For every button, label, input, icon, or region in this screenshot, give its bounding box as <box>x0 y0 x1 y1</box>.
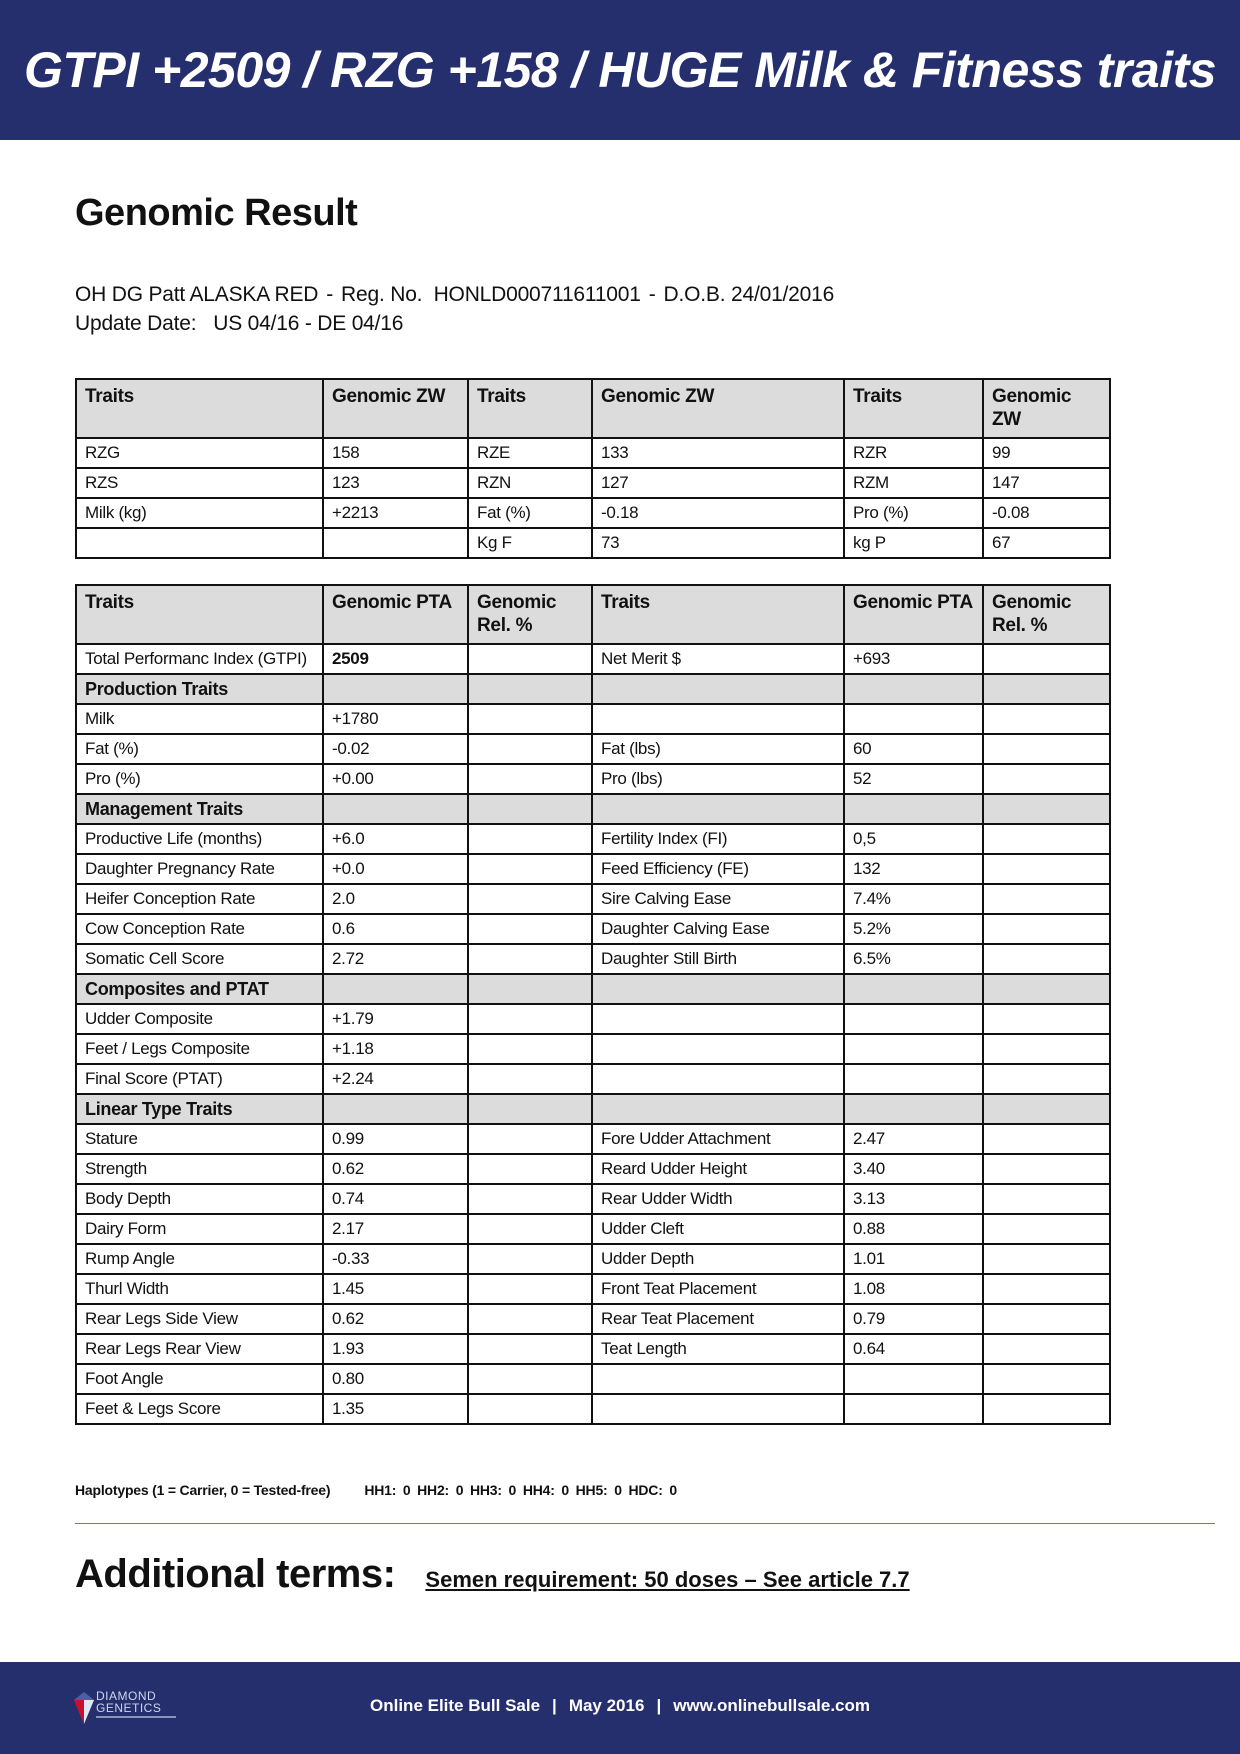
table-cell: RZG <box>76 438 323 468</box>
table-cell: 147 <box>983 468 1110 498</box>
table-cell: -0.02 <box>323 734 468 764</box>
table-row <box>76 1214 1110 1244</box>
table-cell: Front Teat Placement <box>592 1274 844 1304</box>
table-row <box>76 944 1110 974</box>
table-cell <box>592 1004 844 1034</box>
table-cell <box>323 974 468 1004</box>
logo-underline <box>96 1716 176 1718</box>
table-cell <box>844 674 983 704</box>
section-row <box>76 674 1110 704</box>
table-cell: Cow Conception Rate <box>76 914 323 944</box>
section-label: Management Traits <box>76 794 323 824</box>
dob-value: 24/01/2016 <box>731 283 835 306</box>
table-row <box>76 914 1110 944</box>
semen-requirement-link[interactable]: Semen requirement: 50 doses – See article 7.7 <box>425 1567 910 1592</box>
table-cell: +0.0 <box>323 854 468 884</box>
haplotypes-line <box>75 1482 677 1498</box>
additional-terms <box>75 1552 910 1597</box>
table-cell <box>592 1394 844 1424</box>
table-cell <box>468 914 592 944</box>
section-title: Genomic Result <box>75 192 358 234</box>
table-cell: +2.24 <box>323 1064 468 1094</box>
table-cell <box>468 824 592 854</box>
table-cell <box>592 974 844 1004</box>
table-cell: -0.18 <box>592 498 844 528</box>
animal-id-line: OH DG Patt ALASKA RED - Reg. No. HONLD000711611001 - D.O.B. 24/01/2016 <box>75 283 835 306</box>
table-row <box>76 1364 1110 1394</box>
table-cell <box>983 1394 1110 1424</box>
table-cell: +6.0 <box>323 824 468 854</box>
table-cell: Stature <box>76 1124 323 1154</box>
table-cell <box>468 1304 592 1334</box>
table-cell: Fat (lbs) <box>592 734 844 764</box>
dob-label: D.O.B. <box>663 283 726 306</box>
table-cell: Kg F <box>468 528 592 558</box>
section-row <box>76 974 1110 1004</box>
table-cell <box>983 794 1110 824</box>
table-cell: Pro (%) <box>844 498 983 528</box>
table-cell <box>983 884 1110 914</box>
table-cell <box>592 794 844 824</box>
update-line <box>75 309 834 338</box>
table-cell: Udder Depth <box>592 1244 844 1274</box>
table-cell <box>983 644 1110 674</box>
table-cell: Feet & Legs Score <box>76 1394 323 1424</box>
table-cell: Somatic Cell Score <box>76 944 323 974</box>
table-row <box>76 1274 1110 1304</box>
table-cell: 7.4% <box>844 884 983 914</box>
table-cell: Daughter Calving Ease <box>592 914 844 944</box>
table-cell <box>844 1364 983 1394</box>
table-cell <box>468 1034 592 1064</box>
column-header: Traits <box>468 379 592 438</box>
table-cell: 2509 <box>323 644 468 674</box>
table-cell <box>468 1124 592 1154</box>
table-cell: 6.5% <box>844 944 983 974</box>
column-header: Traits <box>76 379 323 438</box>
table-cell: Foot Angle <box>76 1364 323 1394</box>
logo-line-1: DIAMOND <box>96 1689 157 1703</box>
table-cell <box>76 528 323 558</box>
page-footer <box>0 1662 1240 1754</box>
table-row <box>76 704 1110 734</box>
table-cell: RZE <box>468 438 592 468</box>
table-cell: 2.47 <box>844 1124 983 1154</box>
table-cell: 99 <box>983 438 1110 468</box>
table-row <box>76 1334 1110 1364</box>
table-cell: Pro (%) <box>76 764 323 794</box>
table-cell: Pro (lbs) <box>592 764 844 794</box>
table-cell: Strength <box>76 1154 323 1184</box>
section-row <box>76 794 1110 824</box>
table-cell: 2.72 <box>323 944 468 974</box>
haplotypes-label: Haplotypes (1 = Carrier, 0 = Tested-free) <box>75 1482 331 1498</box>
table-cell: RZM <box>844 468 983 498</box>
table-cell: Heifer Conception Rate <box>76 884 323 914</box>
section-label: Linear Type Traits <box>76 1094 323 1124</box>
table-cell: Thurl Width <box>76 1274 323 1304</box>
table-cell: -0.08 <box>983 498 1110 528</box>
table-cell: 67 <box>983 528 1110 558</box>
table-cell: 0.79 <box>844 1304 983 1334</box>
table-cell: 2.17 <box>323 1214 468 1244</box>
section-label: Composites and PTAT <box>76 974 323 1004</box>
table-cell <box>468 1214 592 1244</box>
table-row <box>76 528 1110 558</box>
table-cell: Net Merit $ <box>592 644 844 674</box>
table-cell: Fat (%) <box>468 498 592 528</box>
column-header: Genomic ZW <box>323 379 468 438</box>
table-cell: +1.79 <box>323 1004 468 1034</box>
table-cell: +0.00 <box>323 764 468 794</box>
table-cell <box>592 704 844 734</box>
table-cell <box>468 1094 592 1124</box>
table-cell: 0.74 <box>323 1184 468 1214</box>
footer-url[interactable]: www.onlinebullsale.com <box>673 1696 870 1715</box>
table-cell: Fore Udder Attachment <box>592 1124 844 1154</box>
table-cell: Sire Calving Ease <box>592 884 844 914</box>
table-row <box>76 644 1110 674</box>
table-cell <box>468 1274 592 1304</box>
table-cell <box>468 1004 592 1034</box>
table-cell: 1.35 <box>323 1394 468 1424</box>
footer-text: Online Elite Bull Sale | May 2016 | www.onlinebullsale.com <box>370 1696 870 1715</box>
table-cell <box>983 1274 1110 1304</box>
table-row <box>76 824 1110 854</box>
table-row <box>76 1394 1110 1424</box>
table-cell: 0.80 <box>323 1364 468 1394</box>
table-header-row <box>76 379 1110 438</box>
footer-sale: Online Elite Bull Sale <box>370 1696 541 1715</box>
table-cell <box>468 974 592 1004</box>
additional-terms-label: Additional terms: <box>75 1552 396 1596</box>
table-cell <box>468 674 592 704</box>
table-cell: 123 <box>323 468 468 498</box>
page-headline: GTPI +2509 / RZG +158 / HUGE Milk & Fitness traits <box>23 42 1217 98</box>
table-cell: 5.2% <box>844 914 983 944</box>
table-cell: Daughter Pregnancy Rate <box>76 854 323 884</box>
table-cell: Rear Teat Placement <box>592 1304 844 1334</box>
table-cell: Udder Composite <box>76 1004 323 1034</box>
table-cell <box>983 1184 1110 1214</box>
table-row <box>76 1004 1110 1034</box>
table-cell <box>323 674 468 704</box>
table-cell <box>983 1004 1110 1034</box>
column-header: Genomic Rel. % <box>983 585 1110 644</box>
table-cell: 158 <box>323 438 468 468</box>
table-cell <box>592 674 844 704</box>
table-cell <box>983 1124 1110 1154</box>
update-value: US 04/16 - DE 04/16 <box>213 312 404 335</box>
column-header: Genomic PTA <box>844 585 983 644</box>
table-cell <box>983 1214 1110 1244</box>
table-cell <box>983 734 1110 764</box>
table-cell: 133 <box>592 438 844 468</box>
logo-line-2: GENETICS <box>96 1701 162 1715</box>
page-header <box>0 0 1240 140</box>
table-cell: Productive Life (months) <box>76 824 323 854</box>
table-cell: Rear Legs Rear View <box>76 1334 323 1364</box>
table-row <box>76 438 1110 468</box>
column-header: Traits <box>844 379 983 438</box>
table-cell <box>983 1334 1110 1364</box>
table-cell: Udder Cleft <box>592 1214 844 1244</box>
table-cell: 0.62 <box>323 1154 468 1184</box>
table-cell <box>468 1364 592 1394</box>
table-cell <box>468 644 592 674</box>
table-cell: 0,5 <box>844 824 983 854</box>
table-cell: RZN <box>468 468 592 498</box>
table-cell: 1.08 <box>844 1274 983 1304</box>
table-row <box>76 1124 1110 1154</box>
table-header-row <box>76 585 1110 644</box>
genomic-pta-table <box>75 584 1111 1425</box>
table-cell <box>983 704 1110 734</box>
table-cell <box>983 854 1110 884</box>
table-cell <box>592 1364 844 1394</box>
table-row <box>76 764 1110 794</box>
table-row <box>76 498 1110 528</box>
table-cell <box>983 1034 1110 1064</box>
table-row <box>76 1244 1110 1274</box>
table-cell <box>983 824 1110 854</box>
animal-info <box>75 280 834 338</box>
table-cell <box>468 1064 592 1094</box>
table-cell <box>468 764 592 794</box>
table-cell: -0.33 <box>323 1244 468 1274</box>
table-cell <box>592 1034 844 1064</box>
table-cell: Feed Efficiency (FE) <box>592 854 844 884</box>
section-label: Production Traits <box>76 674 323 704</box>
column-header: Genomic ZW <box>592 379 844 438</box>
table-cell <box>323 528 468 558</box>
table-cell: 0.62 <box>323 1304 468 1334</box>
table-row <box>76 1064 1110 1094</box>
table-cell <box>844 974 983 1004</box>
table-cell: 0.6 <box>323 914 468 944</box>
table-cell: Milk <box>76 704 323 734</box>
section-row <box>76 1094 1110 1124</box>
table-cell <box>983 974 1110 1004</box>
table-cell: 1.93 <box>323 1334 468 1364</box>
table-row <box>76 1184 1110 1214</box>
table-cell: Feet / Legs Composite <box>76 1034 323 1064</box>
column-header: Traits <box>76 585 323 644</box>
table-row <box>76 1154 1110 1184</box>
table-cell: Teat Length <box>592 1334 844 1364</box>
table-row <box>76 884 1110 914</box>
table-cell: Milk (kg) <box>76 498 323 528</box>
table-cell <box>468 1244 592 1274</box>
table-cell: +1.18 <box>323 1034 468 1064</box>
table-cell: 0.64 <box>844 1334 983 1364</box>
table-cell: RZS <box>76 468 323 498</box>
table-cell: 1.45 <box>323 1274 468 1304</box>
table-cell <box>323 1094 468 1124</box>
table-cell: Daughter Still Birth <box>592 944 844 974</box>
column-header: Genomic Rel. % <box>468 585 592 644</box>
table-cell <box>844 1004 983 1034</box>
table-cell <box>468 1334 592 1364</box>
divider <box>75 1523 1215 1524</box>
table-cell <box>468 944 592 974</box>
table-cell <box>983 1094 1110 1124</box>
table-cell <box>983 1304 1110 1334</box>
table-cell: Final Score (PTAT) <box>76 1064 323 1094</box>
table-cell: RZR <box>844 438 983 468</box>
table-row <box>76 468 1110 498</box>
table-cell <box>983 1154 1110 1184</box>
animal-name: OH DG Patt ALASKA RED <box>75 283 319 306</box>
table-cell <box>983 1244 1110 1274</box>
table-cell: Rear Legs Side View <box>76 1304 323 1334</box>
genomic-zw-table <box>75 378 1111 559</box>
table-cell: Total Performanc Index (GTPI) <box>76 644 323 674</box>
table-cell: 127 <box>592 468 844 498</box>
table-cell <box>983 764 1110 794</box>
table-cell: 73 <box>592 528 844 558</box>
table-cell <box>468 704 592 734</box>
table-cell <box>844 1034 983 1064</box>
table-cell: Dairy Form <box>76 1214 323 1244</box>
column-header: Traits <box>592 585 844 644</box>
reg-number: HONLD000711611001 <box>433 283 641 306</box>
table-cell: 3.13 <box>844 1184 983 1214</box>
table-row <box>76 1304 1110 1334</box>
table-cell <box>844 704 983 734</box>
table-cell <box>468 884 592 914</box>
table-cell <box>468 854 592 884</box>
table-cell: Fat (%) <box>76 734 323 764</box>
table-row <box>76 734 1110 764</box>
table-cell: 3.40 <box>844 1154 983 1184</box>
table-cell: +2213 <box>323 498 468 528</box>
table-row <box>76 1034 1110 1064</box>
table-cell <box>468 734 592 764</box>
table-cell <box>468 1184 592 1214</box>
update-label: Update Date: <box>75 312 197 335</box>
table-cell: 52 <box>844 764 983 794</box>
table-cell <box>468 1394 592 1424</box>
table-cell <box>983 674 1110 704</box>
table-cell: Body Depth <box>76 1184 323 1214</box>
reg-label: Reg. No. <box>341 283 423 306</box>
table-cell: Rump Angle <box>76 1244 323 1274</box>
table-cell: 1.01 <box>844 1244 983 1274</box>
table-cell: 0.88 <box>844 1214 983 1244</box>
table-cell <box>844 1094 983 1124</box>
table-cell <box>468 794 592 824</box>
table-cell: 132 <box>844 854 983 884</box>
table-cell: +693 <box>844 644 983 674</box>
haplotypes-values: HH1: 0 HH2: 0 HH3: 0 HH4: 0 HH5: 0 HDC: 0 <box>364 1482 677 1498</box>
table-cell <box>844 794 983 824</box>
table-cell: kg P <box>844 528 983 558</box>
table-cell <box>983 914 1110 944</box>
column-header: Genomic ZW <box>983 379 1110 438</box>
footer-date: May 2016 <box>568 1696 645 1715</box>
column-header: Genomic PTA <box>323 585 468 644</box>
table-cell: +1780 <box>323 704 468 734</box>
table-cell: 0.99 <box>323 1124 468 1154</box>
table-cell <box>844 1394 983 1424</box>
table-row <box>76 854 1110 884</box>
table-cell: Reard Udder Height <box>592 1154 844 1184</box>
table-cell <box>844 1064 983 1094</box>
table-cell: Rear Udder Width <box>592 1184 844 1214</box>
table-cell: Fertility Index (FI) <box>592 824 844 854</box>
table-cell <box>323 794 468 824</box>
table-cell <box>592 1064 844 1094</box>
table-cell <box>592 1094 844 1124</box>
table-cell <box>983 944 1110 974</box>
table-cell <box>983 1064 1110 1094</box>
table-cell <box>468 1154 592 1184</box>
table-cell: 2.0 <box>323 884 468 914</box>
table-cell: 60 <box>844 734 983 764</box>
table-cell <box>983 1364 1110 1394</box>
